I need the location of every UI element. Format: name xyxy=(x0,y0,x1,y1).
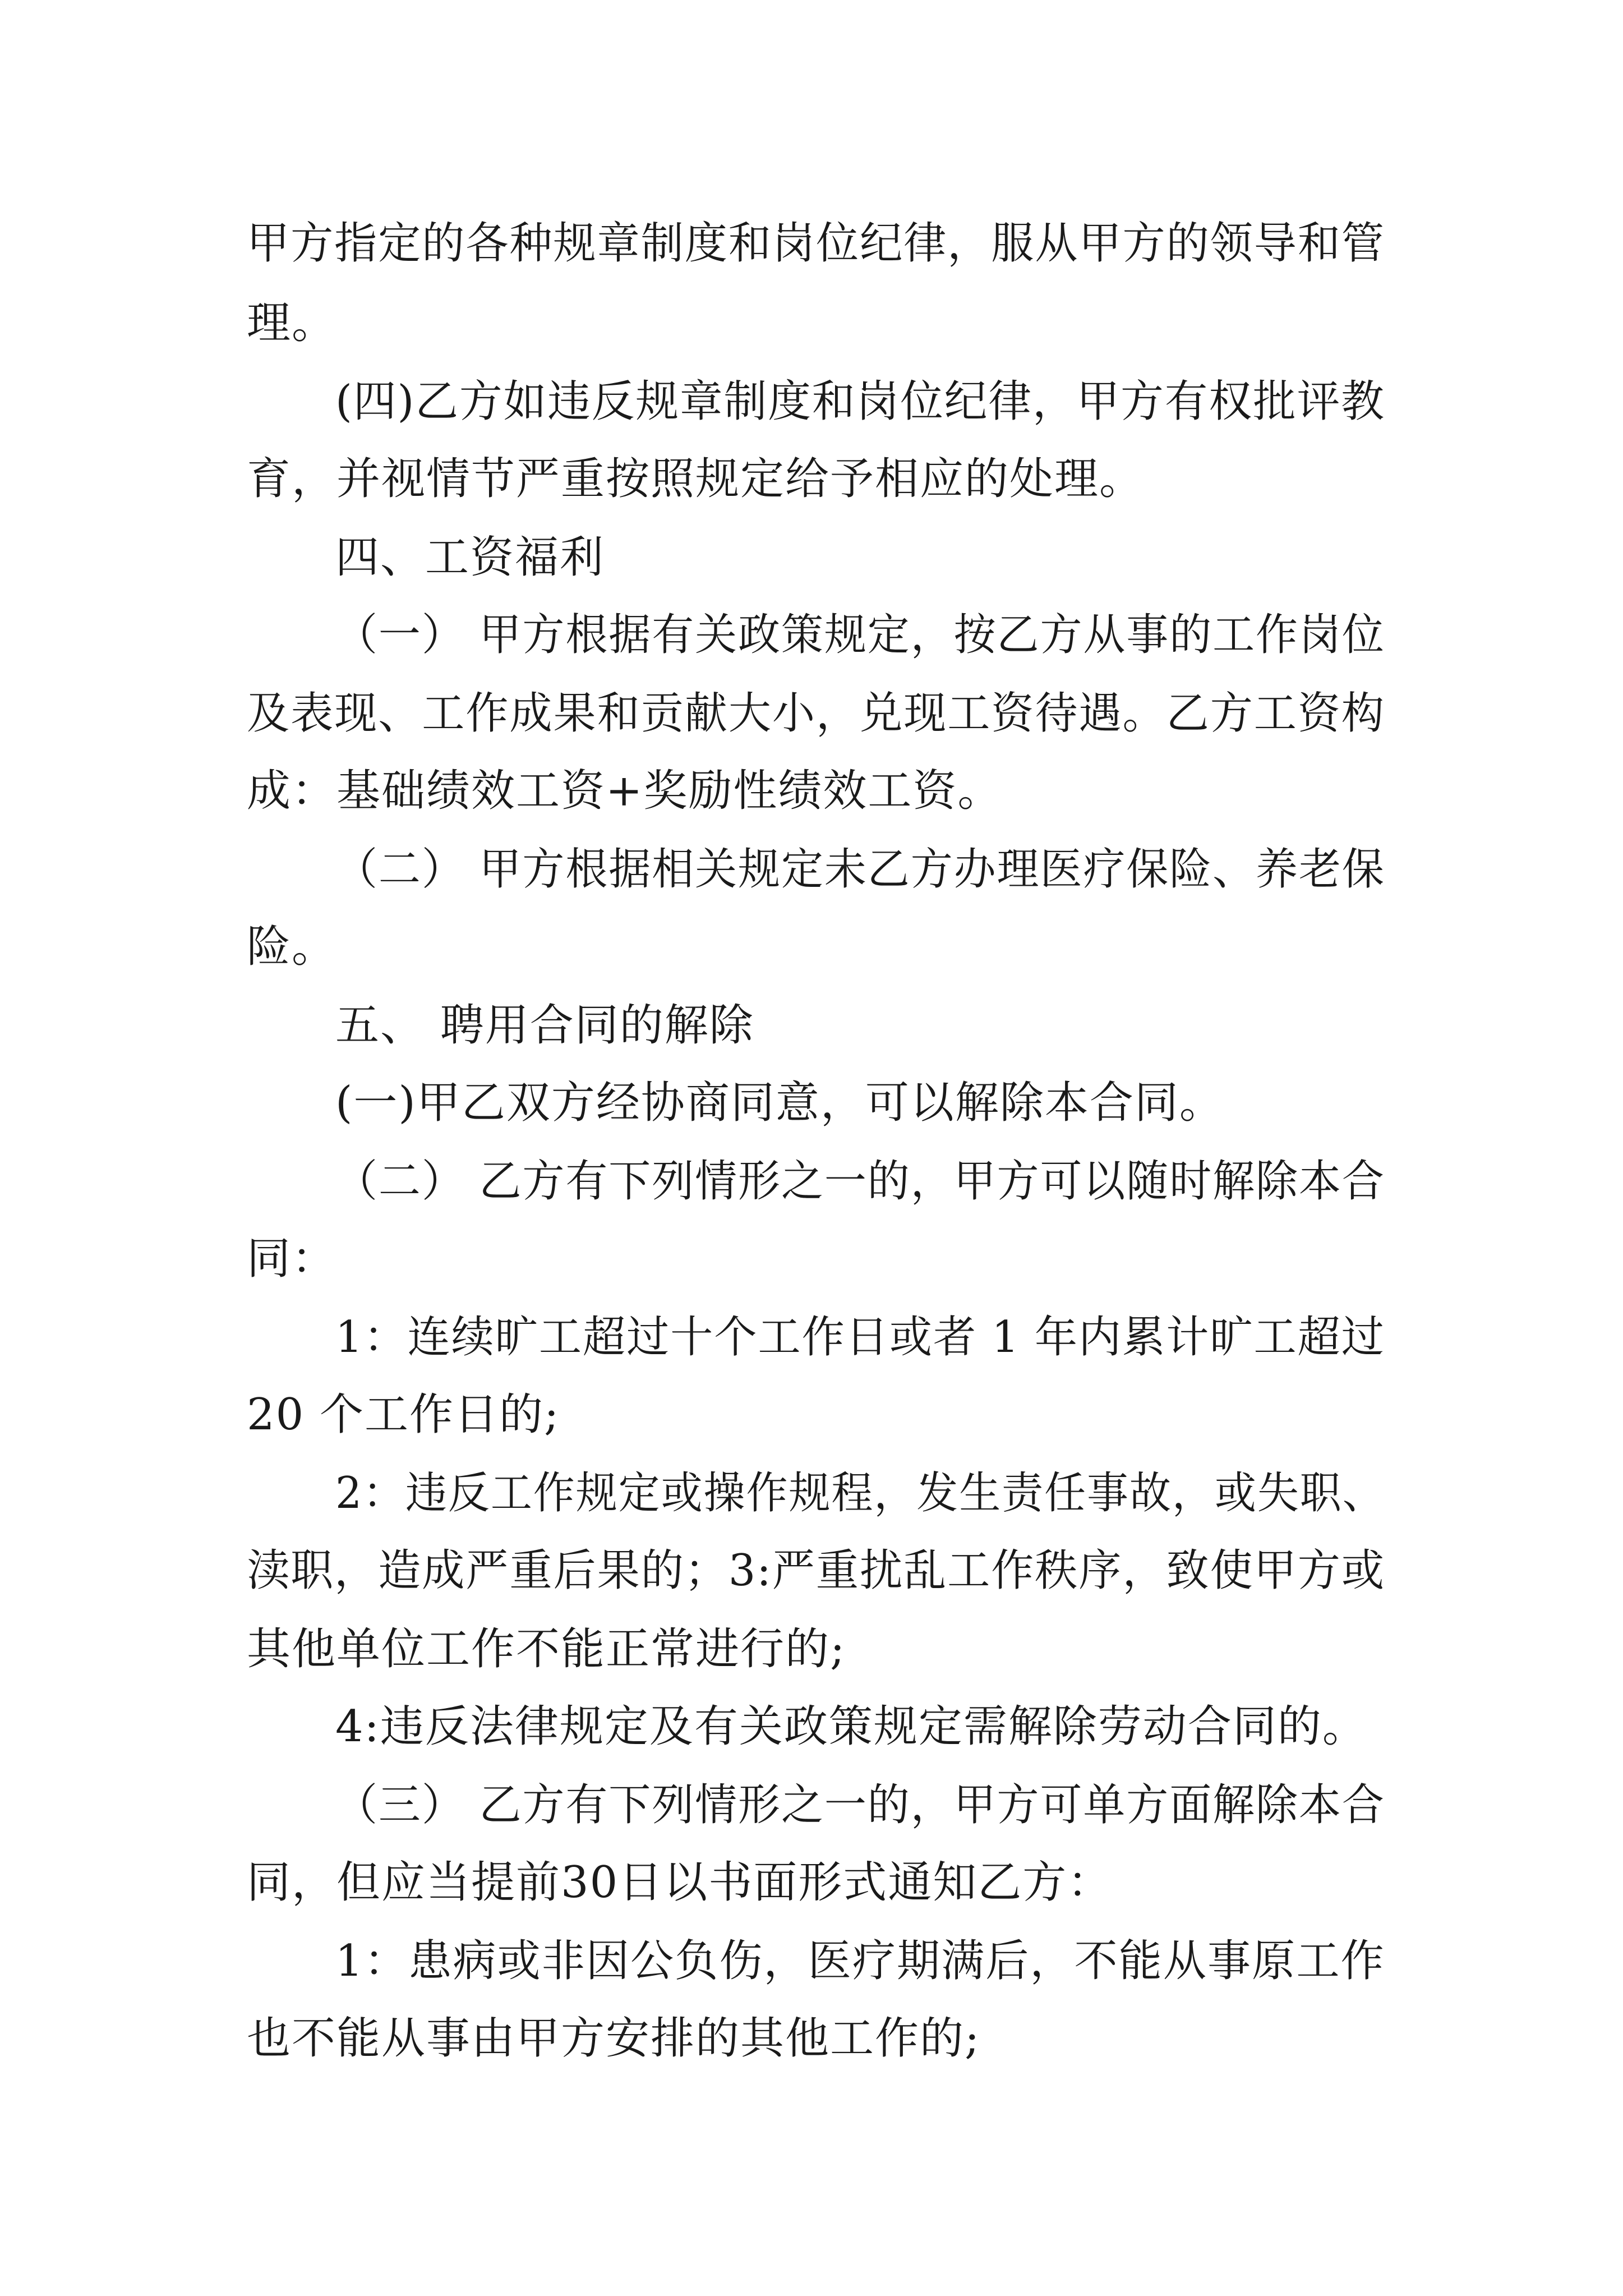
text-line: 理。 xyxy=(247,298,337,348)
text-line: 1：患病或非因公负伤，医疗期满后，不能从事原工作 xyxy=(335,1936,1385,1986)
text-line: 成：基础绩效工资+奖励性绩效工资。 xyxy=(247,766,1003,816)
text-line: 其他单位工作不能正常进行的; xyxy=(247,1624,846,1674)
text-line: 及表现、工作成果和贡献大小，兑现工资待遇。乙方工资构 xyxy=(247,688,1386,739)
text-line: （一） 甲方根据有关政策规定，按乙方从事的工作岗位 xyxy=(335,610,1385,660)
text-line: (四)乙方如违反规章制度和岗位纪律，甲方有权批评教 xyxy=(335,376,1385,427)
text-line: 险。 xyxy=(247,922,337,972)
text-line: 育，并视情节严重按照规定给予相应的处理。 xyxy=(247,454,1145,504)
text-line: 渎职，造成严重后果的；3:严重扰乱工作秩序，致使甲方或 xyxy=(247,1545,1385,1596)
text-line: 同： xyxy=(247,1234,337,1284)
text-line: 1：连续旷工超过十个工作日或者 1 年内累计旷工超过 xyxy=(335,1312,1385,1363)
text-line: 2：违反工作规定或操作规程，发生责任事故，或失职、 xyxy=(335,1468,1385,1519)
section-heading: 五、 聘用合同的解除 xyxy=(335,1000,754,1051)
text-line: 20 个工作日的; xyxy=(247,1389,560,1440)
text-line: 甲方指定的各种规章制度和岗位纪律，服从甲方的领导和管 xyxy=(247,218,1386,269)
text-line: （二） 甲方根据相关规定未乙方办理医疗保险、养老保 xyxy=(335,844,1385,895)
text-line: 同，但应当提前30日以书面形式通知乙方： xyxy=(247,1857,1113,1908)
section-heading: 四、工资福利 xyxy=(335,532,605,583)
text-line: （二） 乙方有下列情形之一的，甲方可以随时解除本合 xyxy=(335,1156,1385,1207)
text-line: (一)甲乙双方经协商同意，可以解除本合同。 xyxy=(335,1078,1224,1128)
text-line: （三） 乙方有下列情形之一的，甲方可单方面解除本合 xyxy=(335,1780,1385,1830)
text-line: 4:违反法律规定及有关政策规定需解除劳动合同的。 xyxy=(335,1701,1367,1752)
text-line: 也不能从事由甲方安排的其他工作的; xyxy=(247,2013,981,2064)
